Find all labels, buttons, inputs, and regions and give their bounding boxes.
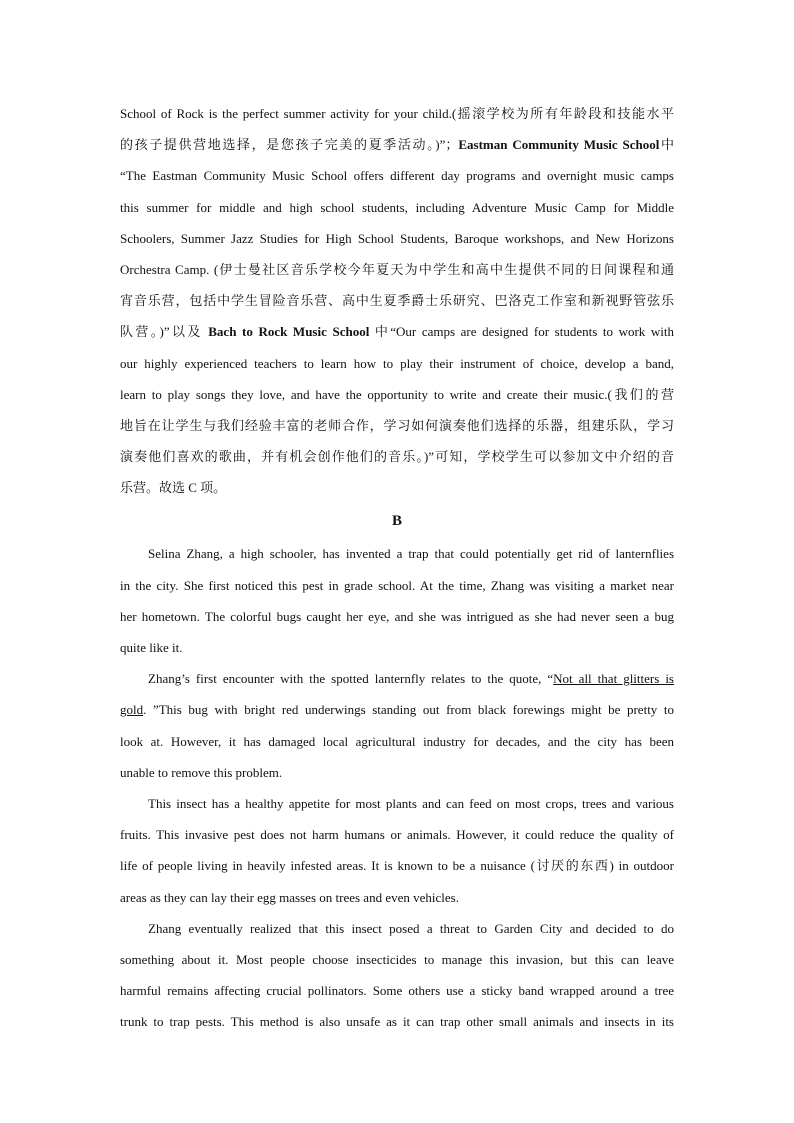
passage-paragraph-2 — [120, 663, 674, 788]
text-line: “The Eastman Community Music School offers different day programs and overnight music camps — [120, 168, 674, 184]
text-run: . ”This bug with bright red underwings standing out from black forewings might be pretty to — [143, 702, 674, 718]
text-line — [120, 694, 674, 725]
text-run: 队营。)”以及 — [120, 324, 209, 340]
text-line: her hometown. The colorful bugs caught her eye, and she was intrigued as she had never seen a bug — [120, 608, 674, 624]
underlined-quote: Not all that glitters is — [553, 671, 674, 687]
text-line: this summer for middle and high school students, including Adventure Music Camp for Middle — [120, 199, 674, 215]
text-line: life of people living in heavily infested areas. It is known to be a nuisance (讨厌的东西) in outdoor — [120, 858, 674, 874]
text-line: harmful remains affecting crucial pollinators. Some others use a sticky band wrapped around a tree — [120, 983, 674, 999]
text-line: Schoolers, Summer Jazz Studies for High School Students, Baroque workshops, and New Horizons — [120, 230, 674, 246]
text-line: 宵音乐营，包括中学生冒险音乐营、高中生夏季爵士乐研究、巴洛克工作室和新视野管弦乐 — [120, 293, 674, 309]
text-line: look at. However, it has damaged local agricultural industry for decades, and the city has been — [120, 733, 674, 749]
text-run: 中“Our camps are designed for students to work with — [369, 324, 674, 340]
text-column — [120, 98, 674, 1037]
text-run: 的孩子提供营地选择，是您孩子完美的夏季活动。)”； — [120, 137, 459, 153]
text-line: learn to play songs they love, and have the opportunity to write and create their music.(我们的营 — [120, 386, 674, 402]
school-name: Eastman Community Music School — [458, 137, 660, 153]
school-name: Bach to Rock Music School — [208, 324, 370, 340]
text-line — [120, 663, 674, 694]
text-line: trunk to trap pests. This method is also unsafe as it can trap other small animals and insects in its — [120, 1014, 674, 1030]
passage-paragraph-1 — [120, 538, 674, 663]
text-line: Zhang eventually realized that this insect posed a threat to Garden City and decided to do — [148, 920, 674, 936]
text-line: quite like it. — [120, 640, 183, 655]
text-line: 演奏他们喜欢的歌曲，并有机会创作他们的音乐。)”可知，学校学生可以参加文中介绍的音 — [120, 449, 674, 465]
underlined-quote: gold — [120, 702, 144, 718]
text-line: 地旨在让学生与我们经验丰富的老师合作，学习如何演奏他们选择的乐器，组建乐队，学习 — [120, 417, 674, 433]
text-line: something about it. Most people choose insecticides to manage this invasion, but this can leave — [120, 951, 674, 967]
text-line — [120, 129, 674, 160]
text-line: fruits. This invasive pest does not harm humans or animals. However, it could reduce the quality of — [120, 827, 674, 843]
passage-paragraph-3 — [120, 788, 674, 913]
text-line: School of Rock is the perfect summer activity for your child.(摇滚学校为所有年龄段和技能水平 — [120, 106, 674, 121]
text-line: unable to remove this problem. — [120, 764, 283, 780]
text-line: 乐营。故选 C 项。 — [120, 480, 227, 496]
text-line: Selina Zhang, a high schooler, has invented a trap that could potentially get rid of lanternflies — [148, 546, 674, 562]
text-run: Zhang’s first encounter with the spotted lanternfly relates to the quote, “ — [148, 671, 554, 687]
text-line: our highly experienced teachers to learn how to play their instrument of choice, develop a band, — [120, 355, 674, 371]
explanation-paragraph — [120, 98, 674, 503]
section-heading: B — [391, 513, 402, 530]
text-run: 中 — [659, 137, 674, 153]
text-line: Orchestra Camp. (伊士曼社区音乐学校今年夏天为中学生和高中生提供不同的日间课程和通 — [120, 261, 674, 277]
text-line: areas as they can lay their egg masses on trees and even vehicles. — [120, 889, 459, 905]
passage-paragraph-4 — [120, 913, 674, 1038]
text-line: This insect has a healthy appetite for most plants and can feed on most crops, trees and various — [148, 795, 674, 811]
text-line — [120, 316, 674, 347]
text-line: in the city. She first noticed this pest in grade school. At the time, Zhang was visiting a market near — [120, 577, 674, 593]
